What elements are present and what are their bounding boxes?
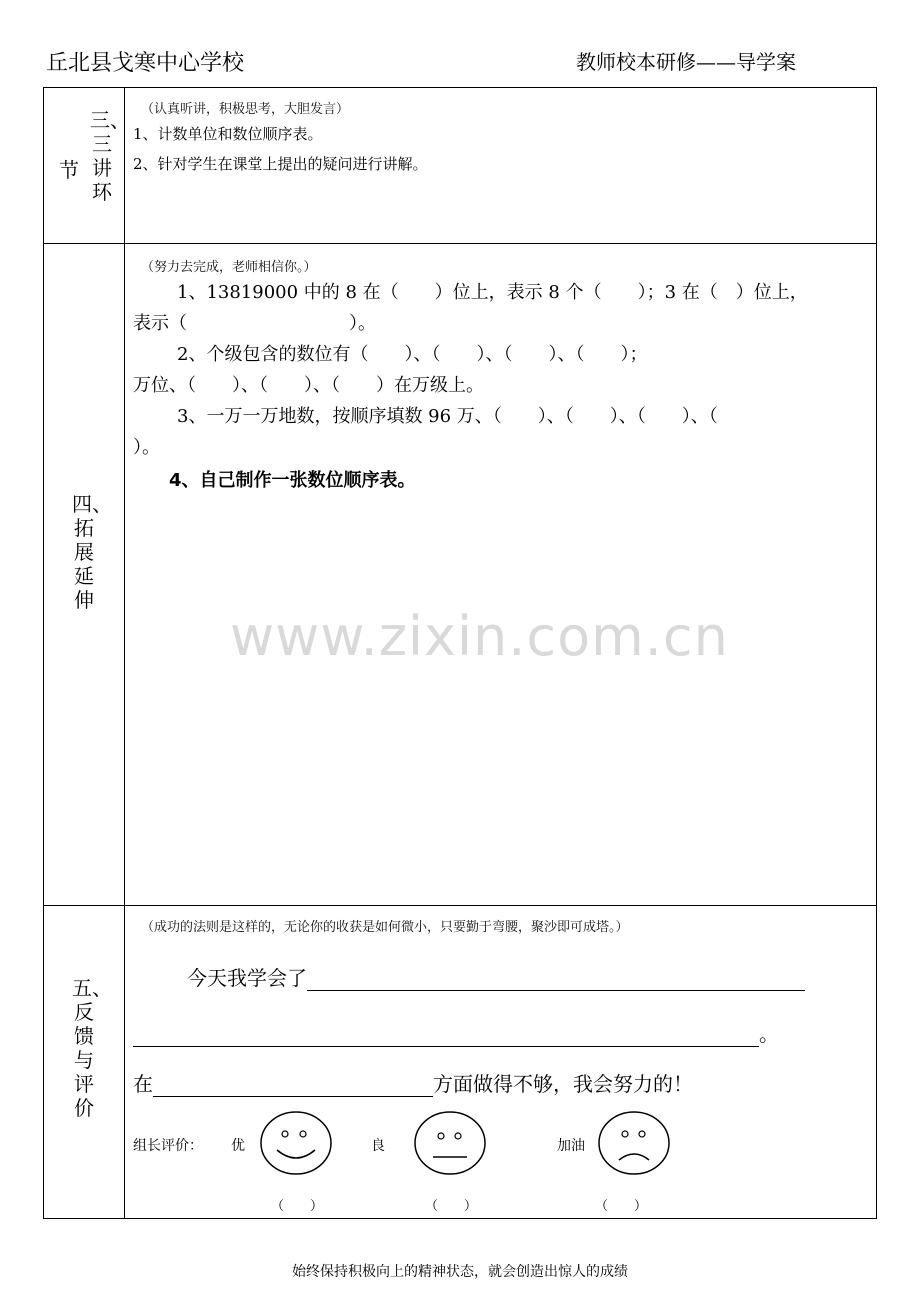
prefix-in: 在 — [133, 1072, 153, 1096]
section-5-content — [125, 906, 877, 1219]
question-4: 4、自己制作一张数位顺序表。 — [169, 470, 416, 491]
sad-face-icon[interactable] — [597, 1110, 671, 1176]
smile-face-icon[interactable] — [259, 1110, 333, 1176]
section-5-note: （成功的法则是这样的，无论你的收获是如何微小，只要勤于弯腰，聚沙即可成塔。） — [141, 920, 629, 935]
not-enough-text: 方面做得不够，我会努力的！ — [433, 1072, 693, 1096]
section-3-label — [44, 88, 130, 244]
section-3-content — [125, 88, 877, 244]
section-4-label — [44, 244, 125, 906]
section-3-label-col2: 三、三讲环 — [90, 108, 130, 204]
paren-excellent[interactable]: （ ） — [271, 1199, 324, 1214]
section-4-note: （努力去完成，老师相信你。） — [141, 260, 317, 275]
section-3-row — [44, 88, 877, 244]
section-3-note: （认真听讲，积极思考，大胆发言） — [141, 102, 350, 117]
today-learned-row — [187, 962, 805, 991]
leader-eval-label: 组长评价： — [133, 1138, 203, 1154]
question-2-line-1: 2、个级包含的数位有（ ）、（ ）、（ ）、（ ）； — [177, 344, 648, 365]
question-3-line-2: ）。 — [133, 437, 160, 458]
question-1-line-2: 表示（ ）。 — [133, 313, 376, 334]
section-3-item: 1、计数单位和数位顺序表。 — [133, 125, 323, 143]
continuation-blank[interactable] — [133, 1024, 759, 1047]
section-3-label-col1: 节 — [59, 158, 79, 182]
footer-motto: 始终保持积极向上的精神状态，就会创造出惊人的成绩 — [292, 1264, 628, 1280]
section-5-label-text: 五、反馈与评价 — [72, 976, 112, 1120]
grade-label-good: 良 — [371, 1138, 385, 1154]
question-3-line-1: 3、一万一万地数，按顺序填数 96 万、（ ）、（ ）、（ ）、（ — [177, 406, 718, 427]
section-3-item: 2、针对学生在课堂上提出的疑问进行讲解。 — [133, 155, 428, 173]
grade-label-keep-going: 加油 — [557, 1138, 585, 1154]
paren-keep-going[interactable]: （ ） — [595, 1199, 648, 1214]
section-4-row — [44, 244, 877, 906]
doc-subtitle: 教师校本研修——导学案 — [576, 50, 796, 74]
paren-good[interactable]: （ ） — [425, 1199, 478, 1214]
continuation-row — [133, 1018, 779, 1047]
question-1-line-1: 1、13819000 中的 8 在（ ）位上，表示 8 个（ ）；3 在（ ）位上， — [177, 282, 808, 303]
today-learned-label: 今天我学会了 — [187, 966, 307, 990]
today-learned-blank[interactable] — [307, 968, 805, 991]
grade-label-excellent: 优 — [231, 1138, 245, 1154]
section-5-row — [44, 906, 877, 1219]
school-name: 丘北县戈寒中心学校 — [46, 51, 245, 76]
section-5-label — [44, 906, 125, 1219]
neutral-face-icon[interactable] — [413, 1110, 487, 1176]
section-4-label-text: 四、拓展延伸 — [72, 492, 112, 612]
section-4-content — [125, 244, 877, 906]
watermark: www.zixin.com.cn — [230, 605, 729, 668]
question-2-line-2: 万位、（ ）、（ ）、（ ）在万级上。 — [133, 375, 484, 396]
lesson-table — [43, 87, 877, 1219]
period-mark: 。 — [759, 1022, 779, 1046]
not-enough-blank[interactable] — [153, 1074, 433, 1097]
not-enough-row — [133, 1068, 693, 1097]
